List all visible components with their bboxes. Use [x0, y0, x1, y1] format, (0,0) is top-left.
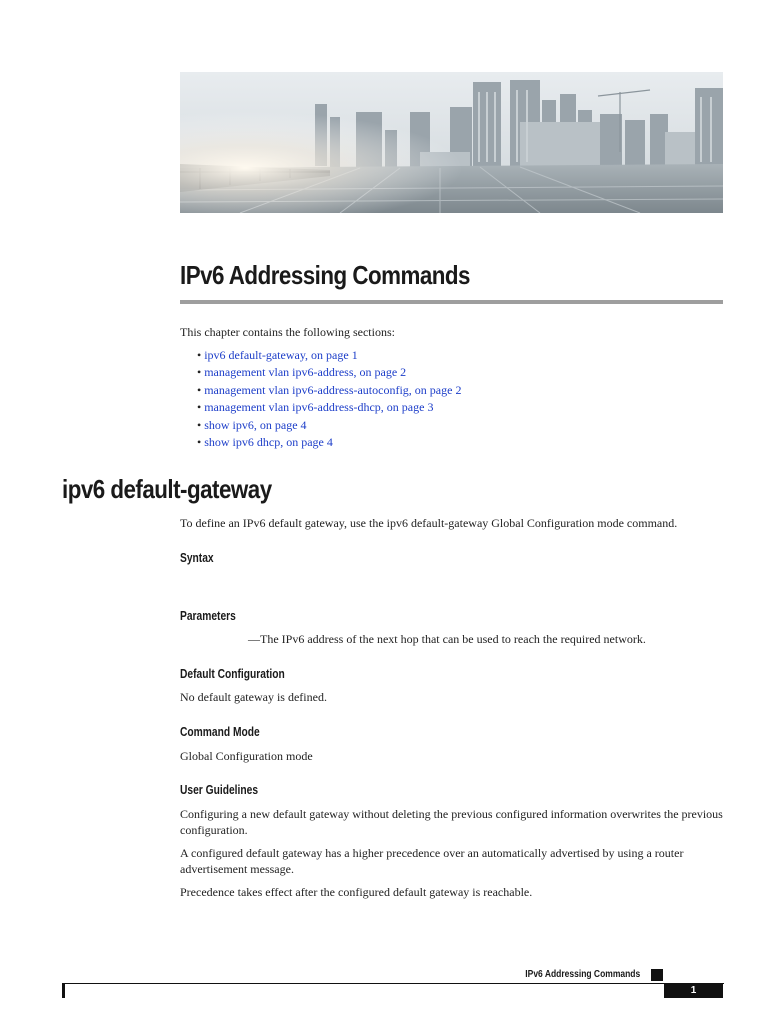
default-configuration-text: No default gateway is defined. — [180, 690, 327, 704]
syntax-heading: Syntax — [180, 551, 214, 565]
bullet-icon: • — [197, 365, 202, 380]
toc-item[interactable] — [197, 364, 461, 381]
bullet-icon: • — [197, 348, 202, 362]
page-number: 1 — [664, 983, 723, 998]
toc-link-show-ipv6-dhcp[interactable]: show ipv6 dhcp, on page 4 — [204, 434, 333, 449]
guideline-paragraph: A configured default gateway has a higher precedence over an automatically advertised by using a router advertisement message. — [180, 846, 684, 876]
toc-link-management-vlan-ipv6-address-dhcp[interactable]: management vlan ipv6-address-dhcp, on page 3 — [204, 400, 434, 415]
guideline-paragraph: Configuring a new default gateway without deleting the previous configured information overwrites the previous configuration. — [180, 807, 723, 837]
toc-item[interactable] — [197, 382, 461, 399]
toc-item[interactable] — [197, 417, 461, 434]
footer-tick — [62, 983, 65, 998]
toc-link-show-ipv6[interactable]: show ipv6, on page 4 — [204, 417, 307, 432]
toc-item[interactable] — [197, 347, 461, 364]
footer-rule — [64, 983, 724, 984]
default-configuration-heading: Default Configuration — [180, 667, 285, 681]
footer-marker — [651, 969, 663, 981]
parameters-heading: Parameters — [180, 609, 236, 623]
toc-link-ipv6-default-gateway[interactable]: ipv6 default-gateway, on page 1 — [204, 348, 358, 362]
bullet-icon: • — [197, 434, 202, 449]
chapter-intro: This chapter contains the following sections: — [180, 325, 395, 339]
chapter-title: IPv6 Addressing Commands — [180, 260, 470, 290]
table-of-contents — [197, 347, 461, 451]
section-title: ipv6 default-gateway — [62, 474, 272, 504]
section-description: To define an IPv6 default gateway, use the ipv6 default-gateway Global Configuration mode command. — [180, 516, 678, 530]
banner-image — [180, 72, 723, 213]
toc-link-management-vlan-ipv6-address-autoconfig[interactable]: management vlan ipv6-address-autoconfig, on page 2 — [204, 382, 462, 397]
toc-item[interactable] — [197, 434, 461, 451]
command-mode-text: Global Configuration mode — [180, 749, 313, 763]
bullet-icon: • — [197, 400, 202, 415]
parameter-description: —The IPv6 address of the next hop that can be used to reach the required network. — [248, 632, 646, 646]
footer-chapter-title: IPv6 Addressing Commands — [525, 969, 640, 980]
bullet-icon: • — [197, 417, 202, 432]
title-rule — [180, 300, 723, 304]
guideline-paragraph: Precedence takes effect after the configured default gateway is reachable. — [180, 885, 533, 899]
command-mode-heading: Command Mode — [180, 725, 260, 739]
toc-item[interactable] — [197, 399, 461, 416]
user-guidelines-heading: User Guidelines — [180, 783, 259, 797]
toc-link-management-vlan-ipv6-address[interactable]: management vlan ipv6-address, on page 2 — [204, 365, 407, 380]
bullet-icon: • — [197, 382, 202, 397]
